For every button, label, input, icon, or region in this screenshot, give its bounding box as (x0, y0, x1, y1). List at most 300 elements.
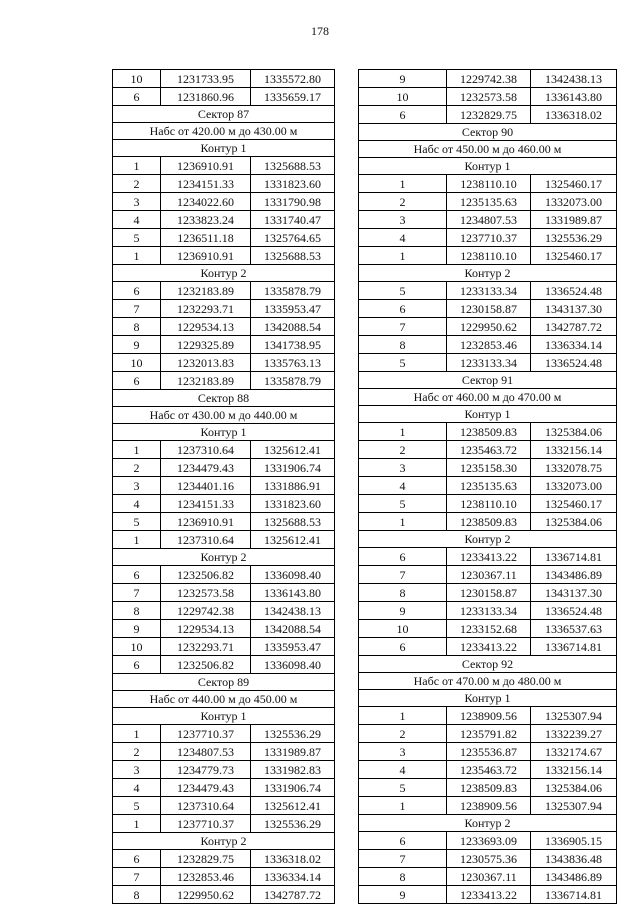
point-number: 1 (113, 157, 161, 175)
coordinate-y: 1336524.48 (531, 354, 617, 372)
coordinate-x: 1232573.58 (161, 584, 251, 602)
coordinate-y: 1335878.79 (251, 282, 335, 300)
section-header: Контур 2 (359, 531, 617, 548)
section-header: Сектор 87 (113, 106, 335, 123)
table-row (113, 229, 335, 247)
table-row (359, 336, 617, 354)
point-number: 9 (359, 602, 447, 620)
point-number: 5 (113, 229, 161, 247)
section-header: Контур 1 (359, 690, 617, 707)
coordinate-y: 1336524.48 (531, 282, 617, 300)
point-number: 9 (359, 886, 447, 904)
point-number: 5 (113, 797, 161, 815)
section-header: Контур 1 (113, 140, 335, 157)
table-row (113, 354, 335, 372)
coordinate-y: 1336714.81 (531, 886, 617, 904)
table-row (113, 868, 335, 886)
point-number: 1 (359, 513, 447, 531)
point-number: 3 (113, 193, 161, 211)
coordinate-x: 1235158.30 (447, 459, 531, 477)
table-row (359, 441, 617, 459)
coordinate-y: 1325688.53 (251, 157, 335, 175)
coordinate-y: 1342088.54 (251, 318, 335, 336)
table-row (113, 211, 335, 229)
table-row (359, 725, 617, 743)
point-number: 7 (113, 300, 161, 318)
coordinate-y: 1332174.67 (531, 743, 617, 761)
coordinate-y: 1325384.06 (531, 513, 617, 531)
section-header: Контур 1 (113, 708, 335, 725)
coordinate-x: 1235463.72 (447, 761, 531, 779)
table-row (113, 372, 335, 390)
table-row (359, 318, 617, 336)
coordinate-y: 1331790.98 (251, 193, 335, 211)
section-header: Сектор 91 (359, 372, 617, 389)
section-header-row (113, 123, 335, 140)
point-number: 4 (359, 477, 447, 495)
table-row (359, 193, 617, 211)
coordinate-x: 1235135.63 (447, 477, 531, 495)
coordinate-x: 1230575.36 (447, 850, 531, 868)
table-row (113, 495, 335, 513)
table-row (359, 850, 617, 868)
coordinate-x: 1236910.91 (161, 513, 251, 531)
coordinate-y: 1342088.54 (251, 620, 335, 638)
coordinate-x: 1238110.10 (447, 495, 531, 513)
table-row (113, 459, 335, 477)
coordinate-x: 1233413.22 (447, 548, 531, 566)
coordinate-y: 1343836.48 (531, 850, 617, 868)
coordinate-x: 1232573.58 (447, 88, 531, 106)
coordinate-x: 1231860.96 (161, 88, 251, 106)
table-row (359, 602, 617, 620)
table-row (359, 797, 617, 815)
table-row (359, 88, 617, 106)
coordinate-y: 1332156.14 (531, 441, 617, 459)
coordinate-y: 1332073.00 (531, 193, 617, 211)
coordinate-x: 1234151.33 (161, 175, 251, 193)
table-row (359, 70, 617, 88)
section-header-row (359, 690, 617, 707)
table-row (113, 513, 335, 531)
point-number: 4 (359, 229, 447, 247)
point-number: 6 (359, 300, 447, 318)
coordinate-x: 1237310.64 (161, 531, 251, 549)
section-header: Контур 2 (113, 265, 335, 282)
coordinate-y: 1332239.27 (531, 725, 617, 743)
coordinate-y: 1331982.83 (251, 761, 335, 779)
right-coordinate-table (358, 69, 616, 904)
coordinate-x: 1232506.82 (161, 566, 251, 584)
coordinate-y: 1331823.60 (251, 495, 335, 513)
section-header: Контур 2 (113, 549, 335, 566)
table-row (113, 70, 335, 88)
coordinate-y: 1331740.47 (251, 211, 335, 229)
section-header-row (113, 390, 335, 407)
point-number: 6 (359, 638, 447, 656)
section-header: Контур 1 (359, 406, 617, 423)
coordinate-y: 1331989.87 (531, 211, 617, 229)
point-number: 1 (113, 531, 161, 549)
coordinate-y: 1325460.17 (531, 495, 617, 513)
coordinate-y: 1325688.53 (251, 513, 335, 531)
point-number: 2 (359, 725, 447, 743)
point-number: 3 (359, 211, 447, 229)
section-header: Сектор 89 (113, 674, 335, 691)
point-number: 10 (359, 88, 447, 106)
point-number: 5 (359, 282, 447, 300)
coordinate-x: 1237710.37 (161, 815, 251, 833)
coordinate-y: 1331823.60 (251, 175, 335, 193)
table-row (113, 815, 335, 833)
coordinate-x: 1232183.89 (161, 372, 251, 390)
coordinate-x: 1234807.53 (161, 743, 251, 761)
table-row (359, 175, 617, 193)
coordinate-y: 1342438.13 (251, 602, 335, 620)
point-number: 8 (359, 584, 447, 602)
section-header: Набс от 420.00 м до 430.00 м (113, 123, 335, 140)
table-row (113, 566, 335, 584)
coordinate-y: 1325612.41 (251, 797, 335, 815)
coordinate-y: 1325612.41 (251, 441, 335, 459)
table-row (359, 211, 617, 229)
coordinate-x: 1234779.73 (161, 761, 251, 779)
table-row (113, 850, 335, 868)
point-number: 2 (359, 441, 447, 459)
coordinate-y: 1343137.30 (531, 300, 617, 318)
section-header: Контур 1 (359, 158, 617, 175)
section-header-row (359, 815, 617, 832)
section-header-row (113, 674, 335, 691)
point-number: 4 (113, 495, 161, 513)
section-header: Набс от 440.00 м до 450.00 м (113, 691, 335, 708)
table-row (113, 638, 335, 656)
coordinate-y: 1342787.72 (531, 318, 617, 336)
coordinate-x: 1234807.53 (447, 211, 531, 229)
coordinate-x: 1230158.87 (447, 584, 531, 602)
table-row (113, 761, 335, 779)
table-row (359, 832, 617, 850)
coordinate-x: 1234479.43 (161, 459, 251, 477)
coordinate-x: 1235463.72 (447, 441, 531, 459)
point-number: 9 (113, 336, 161, 354)
table-row (359, 620, 617, 638)
table-row (359, 548, 617, 566)
coordinate-y: 1325612.41 (251, 531, 335, 549)
section-header: Набс от 460.00 м до 470.00 м (359, 389, 617, 406)
point-number: 1 (113, 815, 161, 833)
coordinate-x: 1232293.71 (161, 300, 251, 318)
table-row (359, 779, 617, 797)
table-row (359, 282, 617, 300)
section-header-row (359, 124, 617, 141)
coordinate-x: 1232506.82 (161, 656, 251, 674)
point-number: 7 (359, 850, 447, 868)
coordinate-y: 1335659.17 (251, 88, 335, 106)
coordinate-x: 1231733.95 (161, 70, 251, 88)
coordinate-y: 1336318.02 (531, 106, 617, 124)
coordinate-y: 1342438.13 (531, 70, 617, 88)
coordinate-y: 1325536.29 (251, 815, 335, 833)
coordinate-x: 1232853.46 (447, 336, 531, 354)
coordinate-y: 1342787.72 (251, 886, 335, 904)
left-coordinate-table (112, 69, 334, 904)
table-row (113, 584, 335, 602)
coordinate-x: 1229950.62 (447, 318, 531, 336)
table-row (113, 318, 335, 336)
point-number: 2 (359, 193, 447, 211)
point-number: 10 (113, 70, 161, 88)
coordinate-x: 1234022.60 (161, 193, 251, 211)
section-header-row (359, 141, 617, 158)
point-number: 7 (359, 566, 447, 584)
section-header-row (113, 708, 335, 725)
point-number: 1 (359, 707, 447, 725)
table-row (359, 229, 617, 247)
coordinate-y: 1336714.81 (531, 638, 617, 656)
section-header-row (113, 407, 335, 424)
coordinate-x: 1233133.34 (447, 282, 531, 300)
point-number: 3 (113, 761, 161, 779)
coordinate-x: 1229534.13 (161, 318, 251, 336)
table-row (359, 459, 617, 477)
coordinate-x: 1233693.09 (447, 832, 531, 850)
coordinate-x: 1237310.64 (161, 797, 251, 815)
table-row (113, 441, 335, 459)
table-row (359, 300, 617, 318)
coordinate-x: 1237310.64 (161, 441, 251, 459)
coordinate-x: 1233413.22 (447, 886, 531, 904)
coordinate-x: 1230158.87 (447, 300, 531, 318)
point-number: 1 (113, 247, 161, 265)
coordinate-x: 1238509.83 (447, 513, 531, 531)
coordinate-x: 1229742.38 (161, 602, 251, 620)
table-row (113, 886, 335, 904)
coordinate-y: 1325536.29 (531, 229, 617, 247)
point-number: 3 (359, 743, 447, 761)
coordinate-y: 1336905.15 (531, 832, 617, 850)
point-number: 3 (113, 477, 161, 495)
coordinate-x: 1234401.16 (161, 477, 251, 495)
coordinate-x: 1232183.89 (161, 282, 251, 300)
coordinate-x: 1236910.91 (161, 247, 251, 265)
page-number: 178 (311, 24, 329, 38)
coordinate-x: 1238509.83 (447, 423, 531, 441)
section-header-row (359, 265, 617, 282)
table-row (359, 584, 617, 602)
coordinate-x: 1232853.46 (161, 868, 251, 886)
coordinate-y: 1336143.80 (531, 88, 617, 106)
section-header: Сектор 92 (359, 656, 617, 673)
coordinate-y: 1335953.47 (251, 300, 335, 318)
coordinate-y: 1325384.06 (531, 779, 617, 797)
coordinate-x: 1235135.63 (447, 193, 531, 211)
table-row (359, 868, 617, 886)
point-number: 4 (113, 779, 161, 797)
section-header: Контур 1 (113, 424, 335, 441)
coordinate-x: 1232293.71 (161, 638, 251, 656)
point-number: 9 (113, 620, 161, 638)
coordinate-y: 1325307.94 (531, 797, 617, 815)
point-number: 10 (113, 638, 161, 656)
coordinate-x: 1238909.56 (447, 797, 531, 815)
table-row (113, 743, 335, 761)
coordinate-y: 1336334.14 (251, 868, 335, 886)
coordinate-x: 1237710.37 (161, 725, 251, 743)
table-row (359, 886, 617, 904)
coordinate-x: 1229325.89 (161, 336, 251, 354)
coordinate-y: 1336334.14 (531, 336, 617, 354)
point-number: 1 (359, 175, 447, 193)
section-header: Контур 2 (359, 815, 617, 832)
point-number: 6 (113, 566, 161, 584)
coordinate-y: 1336098.40 (251, 656, 335, 674)
coordinate-x: 1232829.75 (161, 850, 251, 868)
coordinate-y: 1335572.80 (251, 70, 335, 88)
table-row (359, 495, 617, 513)
table-row (113, 725, 335, 743)
section-header-row (359, 158, 617, 175)
coordinate-x: 1229950.62 (161, 886, 251, 904)
table-row (359, 566, 617, 584)
coordinate-y: 1331989.87 (251, 743, 335, 761)
point-number: 8 (113, 886, 161, 904)
coordinate-x: 1233823.24 (161, 211, 251, 229)
point-number: 7 (113, 584, 161, 602)
section-header-row (113, 691, 335, 708)
coordinate-y: 1331906.74 (251, 779, 335, 797)
section-header-row (359, 406, 617, 423)
point-number: 5 (359, 495, 447, 513)
section-header-row (113, 549, 335, 566)
point-number: 4 (359, 761, 447, 779)
coordinate-y: 1325764.65 (251, 229, 335, 247)
point-number: 2 (113, 459, 161, 477)
section-header-row (113, 140, 335, 157)
point-number: 1 (113, 725, 161, 743)
coordinate-x: 1230367.11 (447, 868, 531, 886)
coordinate-y: 1332073.00 (531, 477, 617, 495)
coordinate-y: 1335878.79 (251, 372, 335, 390)
coordinate-x: 1233413.22 (447, 638, 531, 656)
table-row (113, 336, 335, 354)
table-row (113, 656, 335, 674)
section-header: Сектор 90 (359, 124, 617, 141)
point-number: 5 (113, 513, 161, 531)
point-number: 6 (359, 832, 447, 850)
point-number: 7 (113, 868, 161, 886)
point-number: 6 (113, 372, 161, 390)
point-number: 1 (359, 423, 447, 441)
point-number: 6 (113, 850, 161, 868)
table-row (359, 638, 617, 656)
coordinate-x: 1235536.87 (447, 743, 531, 761)
point-number: 7 (359, 318, 447, 336)
coordinate-y: 1325688.53 (251, 247, 335, 265)
coordinate-y: 1336714.81 (531, 548, 617, 566)
point-number: 8 (113, 602, 161, 620)
point-number: 8 (359, 868, 447, 886)
section-header: Набс от 450.00 м до 460.00 м (359, 141, 617, 158)
section-header: Контур 2 (113, 833, 335, 850)
coordinate-x: 1237710.37 (447, 229, 531, 247)
point-number: 10 (359, 620, 447, 638)
coordinate-y: 1336537.63 (531, 620, 617, 638)
section-header-row (113, 265, 335, 282)
coordinate-y: 1343486.89 (531, 868, 617, 886)
coordinate-y: 1331886.91 (251, 477, 335, 495)
point-number: 5 (359, 354, 447, 372)
coordinate-y: 1343137.30 (531, 584, 617, 602)
table-row (359, 354, 617, 372)
coordinate-x: 1233133.34 (447, 602, 531, 620)
point-number: 1 (113, 441, 161, 459)
coordinate-y: 1325460.17 (531, 175, 617, 193)
table-row (113, 300, 335, 318)
section-header-row (113, 833, 335, 850)
table-row (359, 247, 617, 265)
coordinate-y: 1343486.89 (531, 566, 617, 584)
table-row (113, 282, 335, 300)
table-row (113, 175, 335, 193)
point-number: 9 (359, 70, 447, 88)
point-number: 2 (113, 175, 161, 193)
section-header: Сектор 88 (113, 390, 335, 407)
coordinate-x: 1238509.83 (447, 779, 531, 797)
point-number: 5 (359, 779, 447, 797)
table-row (113, 193, 335, 211)
table-row (359, 423, 617, 441)
point-number: 1 (359, 247, 447, 265)
point-number: 6 (359, 548, 447, 566)
coordinate-x: 1235791.82 (447, 725, 531, 743)
point-number: 3 (359, 459, 447, 477)
table-row (113, 779, 335, 797)
coordinate-x: 1232013.83 (161, 354, 251, 372)
coordinate-x: 1230367.11 (447, 566, 531, 584)
table-row (359, 513, 617, 531)
point-number: 2 (113, 743, 161, 761)
section-header-row (113, 424, 335, 441)
coordinate-x: 1238110.10 (447, 247, 531, 265)
section-header-row (359, 389, 617, 406)
coordinate-y: 1325384.06 (531, 423, 617, 441)
section-header-row (359, 372, 617, 389)
section-header-row (359, 531, 617, 548)
coordinate-x: 1233133.34 (447, 354, 531, 372)
table-row (113, 157, 335, 175)
coordinate-y: 1335763.13 (251, 354, 335, 372)
coordinate-y: 1341738.95 (251, 336, 335, 354)
section-header-row (359, 673, 617, 690)
coordinate-x: 1236511.18 (161, 229, 251, 247)
point-number: 8 (359, 336, 447, 354)
coordinate-x: 1234479.43 (161, 779, 251, 797)
coordinate-x: 1236910.91 (161, 157, 251, 175)
table-row (113, 531, 335, 549)
coordinate-y: 1331906.74 (251, 459, 335, 477)
coordinate-y: 1325460.17 (531, 247, 617, 265)
point-number: 4 (113, 211, 161, 229)
table-row (113, 797, 335, 815)
table-row (113, 247, 335, 265)
section-header: Контур 2 (359, 265, 617, 282)
section-header-row (359, 656, 617, 673)
table-row (359, 106, 617, 124)
table-row (113, 620, 335, 638)
section-header: Набс от 470.00 м до 480.00 м (359, 673, 617, 690)
coordinate-x: 1232829.75 (447, 106, 531, 124)
